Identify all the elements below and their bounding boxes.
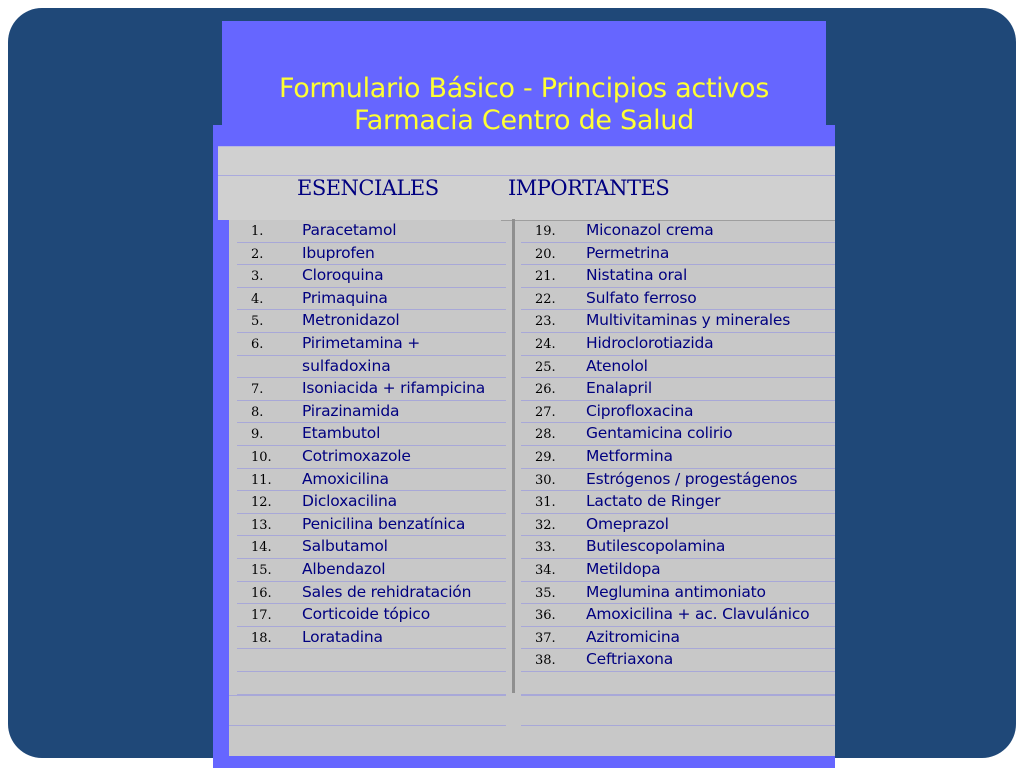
column-header-importantes: IMPORTANTES [508,176,670,200]
item-number: 34. [535,563,556,578]
row-rule [237,309,506,310]
item-name: Ciprofloxacina [586,401,694,420]
item-number: 13. [251,517,272,533]
item-name: Albendazol [302,560,386,578]
list-item-continuation: sulfadoxina [302,357,391,375]
item-name: Lactato de Ringer [586,492,721,511]
item-number: 5. [251,314,264,330]
item-name: Cloroquina [302,266,384,285]
item-number: 28. [535,427,556,443]
item-name: Paracetamol [302,221,397,239]
item-name: Etambutol [302,424,381,443]
item-number: 29. [535,450,556,465]
item-name: Isoniacida + rifampicina [302,379,485,398]
item-number: 27. [535,404,556,420]
item-number: 36. [535,608,556,624]
row-rule [521,513,835,514]
item-name: Loratadina [302,627,383,646]
column-header-esenciales: ESENCIALES [297,176,439,200]
item-number: 37. [535,630,556,646]
item-number: 19. [535,224,556,239]
item-number: 10. [251,450,272,465]
item-number: 32. [535,517,556,533]
row-rule [521,558,835,559]
item-name: Amoxicilina [302,469,389,488]
item-name: Sales de rehidratación [302,582,472,601]
row-rule [521,242,835,243]
row-rule [521,695,835,696]
row-rule [237,445,506,446]
item-name: Meglumina antimoniato [586,582,766,601]
row-rule [237,377,506,378]
slide-subtitle: Farmacia Centro de Salud [354,105,694,136]
item-number: 26. [535,382,556,398]
row-rule [237,490,506,491]
row-rule [521,332,835,333]
row-rule [229,695,506,696]
row-rule [521,264,835,265]
item-name: Salbutamol [302,537,388,556]
item-name: Butilescopolamina [586,537,726,556]
item-number: 33. [535,540,556,556]
item-name: Metildopa [586,560,661,578]
item-number: 21. [535,269,556,285]
item-number: 7. [251,382,264,398]
row-rule [521,490,835,491]
title-box [222,21,826,147]
item-number: 2. [251,246,264,262]
row-rule [521,355,835,356]
item-name: Penicilina benzatínica [302,514,466,533]
item-number: 24. [535,337,556,352]
item-number: 31. [535,495,556,511]
row-rule [521,671,835,672]
item-name: Multivitaminas y minerales [586,311,791,330]
row-rule [237,264,506,265]
item-number: 11. [251,472,272,488]
row-rule [521,603,835,604]
row-rule [229,725,506,726]
item-number: 18. [251,630,272,646]
item-number: 12. [251,495,272,511]
column-divider [512,219,515,693]
row-rule [521,535,835,536]
row-rule [237,535,506,536]
item-number: 14. [251,540,272,556]
row-rule [237,671,506,672]
item-name: Metformina [586,447,673,465]
item-number: 15. [251,563,272,578]
item-name: Ceftriaxona [586,650,674,669]
row-rule [237,603,506,604]
item-number: 20. [535,246,556,262]
item-name: Amoxicilina + ac. Clavulánico [586,605,810,624]
row-rule [237,558,506,559]
item-name: Hidroclorotiazida [586,334,714,352]
item-name: Corticoide tópico [302,605,430,624]
item-name: Enalapril [586,379,652,398]
item-name: Gentamicina colirio [586,424,733,443]
row-rule [237,648,506,649]
row-rule [521,648,835,649]
item-number: 1. [251,224,264,239]
item-name: Estrógenos / progestágenos [586,469,798,488]
item-name: Azitromicina [586,627,680,646]
row-rule [521,422,835,423]
row-rule [521,309,835,310]
item-number: 6. [251,337,264,352]
item-number: 22. [535,291,556,307]
item-number: 30. [535,472,556,488]
item-name: Pirimetamina + [302,334,421,352]
item-name: Atenolol [586,356,648,375]
item-name: Dicloxacilina [302,492,397,511]
item-number: 4. [251,291,264,307]
item-number: 38. [535,653,556,669]
item-name: Omeprazol [586,514,669,533]
item-number: 25. [535,359,556,375]
item-name: Metronidazol [302,311,400,330]
item-name: Miconazol crema [586,221,714,239]
item-name: Sulfato ferroso [586,288,697,307]
item-name: Pirazinamida [302,401,400,420]
item-number: 9. [251,427,264,443]
item-name: Cotrimoxazole [302,447,411,465]
item-name: Permetrina [586,243,670,262]
item-number: 17. [251,608,272,624]
slide-title: Formulario Básico - Principios activos [278,73,770,104]
item-number: 8. [251,404,264,420]
row-rule [237,355,506,356]
row-rule [237,422,506,423]
row-rule [521,377,835,378]
item-name: Ibuprofen [302,243,375,262]
item-name: Primaquina [302,288,388,307]
item-number: 35. [535,585,556,601]
item-number: 3. [251,269,264,285]
item-number: 16. [251,585,272,601]
row-rule [521,445,835,446]
item-number: 23. [535,314,556,330]
row-rule [521,725,835,726]
item-name: Nistatina oral [586,266,688,285]
row-rule [237,332,506,333]
